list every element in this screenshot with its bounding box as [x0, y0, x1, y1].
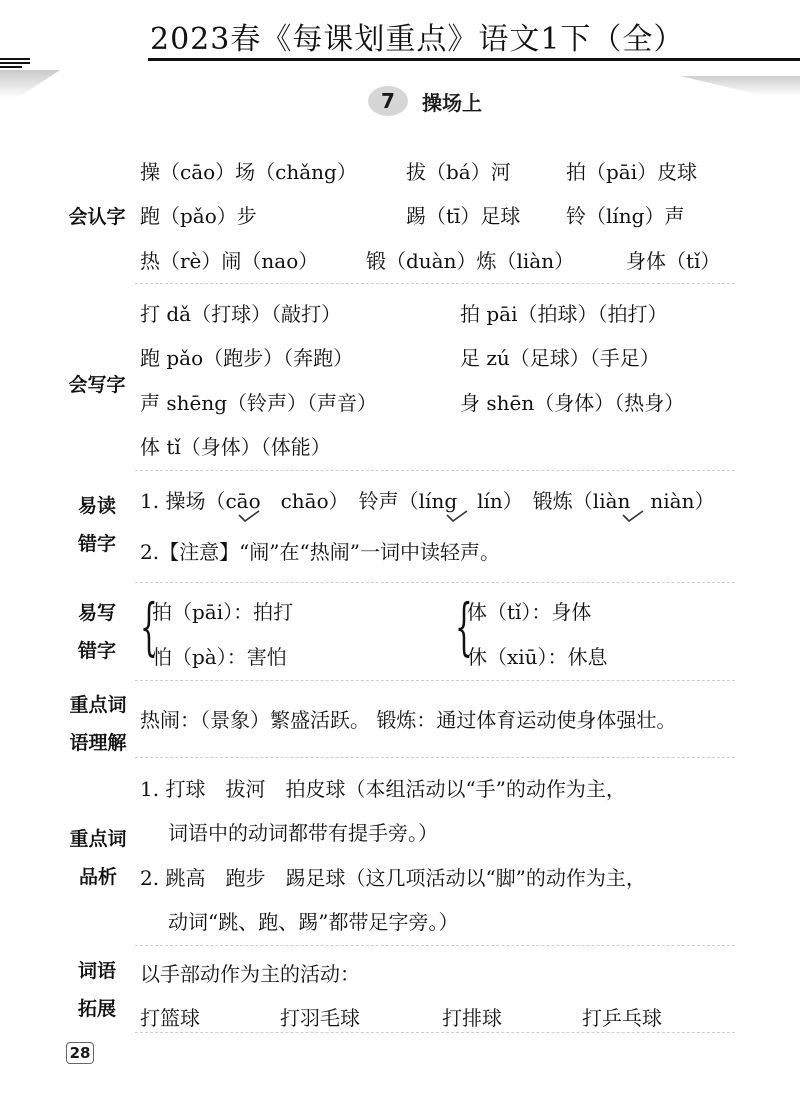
write-entry: 拍 pāi（拍球）（拍打）	[460, 302, 668, 326]
section-divider	[135, 945, 735, 946]
extension-word: 打篮球	[140, 1006, 200, 1030]
decorative-swoosh	[680, 76, 800, 96]
section-label-analysis: 重点词	[69, 828, 127, 850]
page-number: 28	[66, 1042, 94, 1064]
section-label-extension-2: 拓展	[77, 998, 116, 1020]
section-label-key-words: 重点词	[69, 694, 127, 716]
section-label-misread-2: 错字	[77, 533, 116, 555]
checkmark-icon	[238, 510, 260, 522]
misread-item-1: 1. 操场（cāo chāo） 铃声（líng lín） 锻炼（liàn niàn）	[140, 489, 715, 513]
decorative-swoosh	[0, 70, 60, 98]
recognize-word: 踢（tī）足球	[406, 204, 521, 228]
section-divider	[135, 680, 735, 681]
section-label-write: 会写字	[68, 374, 126, 396]
miswrite-pair: 拍（pāi）：拍打	[152, 600, 294, 624]
lesson-title: 操场上	[422, 90, 482, 115]
analysis-item-1: 1. 打球 拔河 拍皮球（本组活动以“手”的动作为主，	[140, 777, 626, 801]
write-entry: 声 shēng（铃声）（声音）	[140, 391, 378, 415]
analysis-item-2: 2. 跳高 跑步 踢足球（这几项活动以“脚”的动作为主，	[140, 866, 646, 890]
section-label-miswrite: 易写	[77, 602, 116, 624]
section-divider	[135, 470, 735, 471]
section-label-misread: 易读	[77, 495, 116, 517]
header-rule	[148, 58, 800, 61]
checkmark-icon	[446, 510, 468, 522]
recognize-word: 锻（duàn）炼（liàn）	[366, 249, 575, 273]
left-brace-icon: {	[140, 590, 158, 663]
header-rule-left	[0, 66, 22, 68]
recognize-word: 铃（líng）声	[566, 204, 685, 228]
recognize-word: 拔（bá）河	[406, 160, 511, 184]
checkmark-icon	[622, 510, 644, 522]
miswrite-pair: 体（tǐ）：身体	[467, 600, 592, 624]
page-header-title: 2023春《每课划重点》语文1下（全）	[150, 22, 685, 57]
lesson-heading	[368, 84, 482, 118]
section-divider	[135, 283, 735, 284]
analysis-item-1-cont: 词语中的动词都带有提手旁。）	[168, 821, 438, 845]
header-rule-left	[0, 62, 30, 64]
recognize-word: 热（rè）闹（nao）	[140, 249, 319, 273]
write-entry: 身 shēn（身体）（热身）	[460, 391, 685, 415]
write-entry: 跑 pǎo（跑步）（奔跑）	[140, 346, 354, 370]
extension-intro: 以手部动作为主的活动：	[140, 962, 360, 986]
key-words-text: 热闹：（景象）繁盛活跃。 锻炼：通过体育运动使身体强壮。	[140, 708, 677, 732]
section-divider	[135, 1032, 735, 1033]
section-label-miswrite-2: 错字	[77, 640, 116, 662]
section-label-key-words-2: 语理解	[69, 732, 127, 754]
extension-word: 打乒乓球	[582, 1006, 662, 1030]
miswrite-pair: 休（xiū）：休息	[467, 645, 608, 669]
section-label-extension: 词语	[77, 960, 116, 982]
section-label-analysis-2: 品析	[78, 866, 117, 888]
left-brace-icon: {	[455, 590, 473, 663]
section-label-recognize: 会认字	[68, 206, 126, 228]
misread-item-2: 2.【注意】“闹”在“热闹”一词中读轻声。	[140, 540, 500, 564]
miswrite-pair: 怕（pà）：害怕	[152, 645, 287, 669]
recognize-word: 操（cāo）场（chǎng）	[140, 160, 357, 184]
header-rule-left	[0, 58, 30, 60]
extension-word: 打羽毛球	[280, 1006, 360, 1030]
write-entry: 体 tǐ（身体）（体能）	[140, 435, 331, 459]
section-divider	[135, 582, 735, 583]
recognize-word: 拍（pāi）皮球	[566, 160, 698, 184]
section-divider	[135, 757, 735, 758]
analysis-item-2-cont: 动词“跳、跑、踢”都带足字旁。）	[168, 910, 459, 934]
extension-word: 打排球	[442, 1006, 502, 1030]
write-entry: 打 dǎ（打球）（敲打）	[140, 302, 342, 326]
recognize-word: 跑（pǎo）步	[140, 204, 257, 228]
lesson-number-badge: 7	[368, 86, 408, 116]
write-entry: 足 zú（足球）（手足）	[460, 346, 660, 370]
recognize-word: 身体（tǐ）	[626, 249, 721, 273]
